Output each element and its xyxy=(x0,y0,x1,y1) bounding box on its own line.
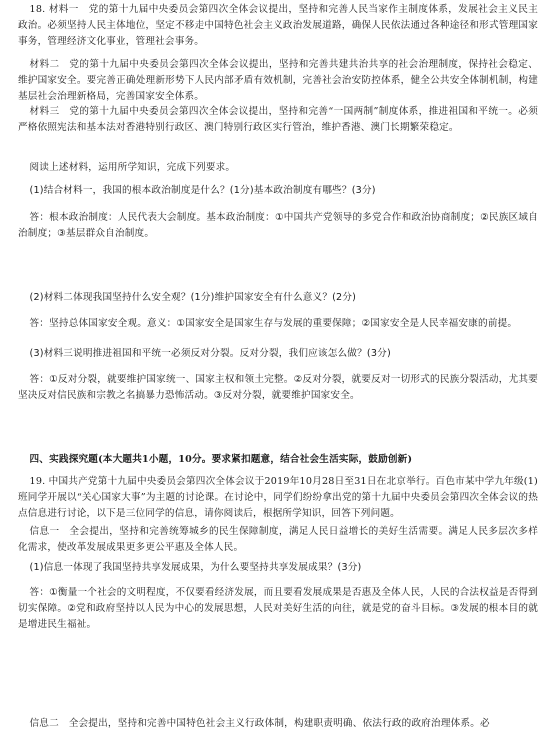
q19-info-1: 信息一 全会提出，坚持和完善统筹城乡的民生保障制度，满足人民日益增长的美好生活需要。满足人民多层次多样化需求，使改革发展成果更多更公平惠及全体人民。 xyxy=(18,526,538,553)
q18-material-2: 材料二 党的第十九届中央委员会第四次全体会议提出，坚持和完善共建共治共享的社会治理制度，保持社会稳定、维护国家安全。要完善正确处理新形势下人民内部矛盾有效机制，完善社会治安防控体系，健全公共安全体制机制，构建基层社会治理新格局，完善国家安全体系。 xyxy=(18,59,538,102)
q18-question-3: (3)材料三说明推进祖国和平统一必须反对分裂。反对分裂，我们应该怎么做？(3分) xyxy=(29,348,391,359)
q18-material-3: 材料三 党的第十九届中央委员会第四次全体会议提出，坚持和完善“一国两制”制度体系，推进祖国和平统一。必须严格依照宪法和基本法对香港特别行政区、澳门特别行政区实行管治，维护香港、澳门长期繁荣稳定。 xyxy=(18,106,538,133)
q19-info-2: 信息二 全会提出，坚持和完善中国特色社会主义行政体制，构建职责明确、依法行政的政府治理体系。必 xyxy=(29,718,490,729)
q19-answer-1: 答：①衡量一个社会的文明程度，不仅要看经济发展，而且要看发展成果是否惠及全体人民，人民的合法权益是否得到切实保障。②党和政府坚持以人民为中心的发展思想，人民对美好生活的向往，就是党的奋斗目标。③发展的根本目的就是增进民生福祉。 xyxy=(18,587,538,630)
q18-material-1: 18. 材料一 党的第十九届中央委员会第四次全体会议提出，坚持和完善人民当家作主制度体系，发展社会主义民主政治。必须坚持人民主体地位，坚定不移走中国特色社会主义政治发展道路，确保人民依法通过各种途径和形式管理国家事务，管理经济文化事业，管理社会事务。 xyxy=(18,4,538,47)
q19-question-1: (1)信息一体现了我国坚持共享发展成果，为什么要坚持共享发展成果？(3分) xyxy=(29,562,362,573)
section-4-heading: 四、实践探究题(本大题共1小题，10分。要求紧扣题意，结合社会生活实际，鼓励创新) xyxy=(29,454,413,465)
q19-stem: 19. 中国共产党第十九届中央委员会第四次全体会议于2019年10月28日至31日在北京举行。百色市某中学九年级(1)班同学开展以“关心国家大事”为主题的讨论课。在讨论中，同学们纷纷拿出党的第十九届中央委员会第四次全体会议的热点信息进行讨论，以下是三位同学的信息，请你阅读后，根据所学知识，回答下列问题。 xyxy=(18,476,538,519)
q18-answer-1: 答：根本政治制度：人民代表大会制度。基本政治制度：①中国共产党领导的多党合作和政治协商制度；②民族区域自治制度；③基层群众自治制度。 xyxy=(18,212,538,239)
q18-answer-3: 答：①反对分裂，就要维护国家统一、国家主权和领土完整。②反对分裂，就要反对一切形式的民族分裂活动，尤其要坚决反对信民族和宗教之名搞暴力恐怖活动。③反对分裂，就要维护国家安全。 xyxy=(18,374,538,401)
q18-question-1: (1)结合材料一，我国的根本政治制度是什么？(1分)基本政治制度有哪些？(3分) xyxy=(29,185,376,196)
q18-question-2: (2)材料二体现我国坚持什么安全观？(1分)维护国家安全有什么意义？(2分) xyxy=(29,292,357,303)
q18-instructions: 阅读上述材料，运用所学知识，完成下列要求。 xyxy=(29,162,236,173)
q18-answer-2: 答：坚持总体国家安全观。意义：①国家安全是国家生存与发展的重要保障；②国家安全是人民幸福安康的前提。 xyxy=(29,318,518,329)
